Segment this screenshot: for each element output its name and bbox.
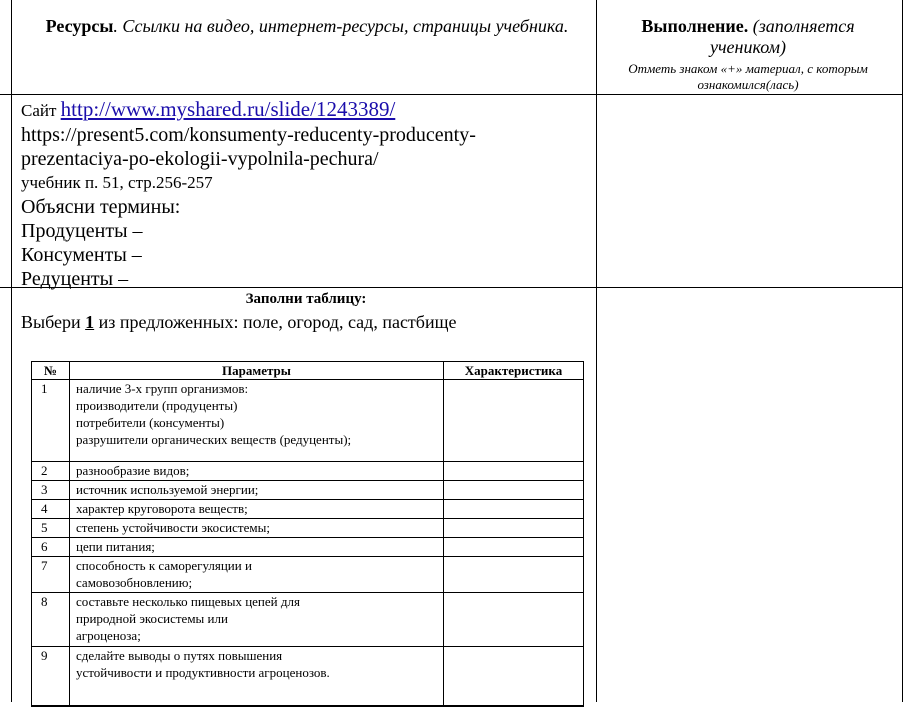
parameter-line: потребители (консументы): [76, 415, 225, 430]
row-characteristic-cell[interactable]: [444, 557, 584, 593]
task-instr-num: 1: [85, 312, 95, 332]
parameter-line: сделайте выводы о путях повышения: [76, 648, 283, 663]
row-number: 7: [32, 557, 70, 593]
row-number: 1: [32, 380, 70, 462]
table-row: [32, 519, 584, 538]
present5-link-line2[interactable]: prezentaciya-po-ekologii-vypolnila-pechura/: [21, 148, 379, 170]
row-parameter: [70, 557, 444, 593]
parameter-line: природной экосистемы или: [76, 611, 228, 626]
table-row: [32, 380, 584, 462]
explain-terms: Объясни термины:: [21, 196, 181, 218]
header-divider: [0, 94, 903, 95]
row-parameter: [70, 647, 444, 706]
task-instr-before: Выбери: [21, 312, 86, 332]
row-number: 3: [32, 481, 70, 500]
row-number: 2: [32, 462, 70, 481]
row-number: 6: [32, 538, 70, 557]
row-characteristic-cell[interactable]: [444, 500, 584, 519]
term-producers: Продуценты –: [21, 220, 143, 242]
table-row: [32, 500, 584, 519]
table-row: [32, 557, 584, 593]
resources-header-italic: . Ссылки на видео, интернет-ресурсы, страницы учебника.: [113, 16, 569, 36]
col-header-num: №: [32, 362, 70, 380]
parameter-line: агроценоза;: [76, 628, 141, 643]
row-parameter: [70, 380, 444, 462]
table-row: [32, 593, 584, 647]
term-decomposers: Редуценты –: [21, 268, 129, 290]
parameter-line: разнообразие видов;: [76, 463, 190, 478]
site-line: [21, 97, 591, 123]
row-number: 5: [32, 519, 70, 538]
right-border: [902, 0, 903, 702]
row-characteristic-cell[interactable]: [444, 380, 584, 462]
parameter-line: составьте несколько пищевых цепей для: [76, 594, 300, 609]
row-characteristic-cell[interactable]: [444, 481, 584, 500]
row-number: 8: [32, 593, 70, 647]
parameter-line: способность к саморегуляции и: [76, 558, 252, 573]
site-link[interactable]: http://www.myshared.ru/slide/1243389/: [60, 97, 396, 121]
row-number: 4: [32, 500, 70, 519]
parameter-line: цепи питания;: [76, 539, 155, 554]
table-row: [32, 538, 584, 557]
parameter-line: разрушители органических веществ (редуценты);: [76, 432, 352, 447]
parameter-line: устойчивости и продуктивности агроценозов.: [76, 665, 330, 680]
parameter-line: источник используемой энергии;: [76, 482, 259, 497]
task-instruction: [21, 311, 591, 333]
row-characteristic-cell[interactable]: [444, 593, 584, 647]
row-number: 9: [32, 647, 70, 706]
site-label: Сайт: [21, 101, 61, 120]
row-characteristic-cell[interactable]: [444, 647, 584, 706]
table-row: [32, 462, 584, 481]
parameter-line: характер круговорота веществ;: [76, 501, 248, 516]
parameter-line: наличие 3-х групп организмов:: [76, 381, 249, 396]
resources-header: [22, 16, 592, 37]
execution-note: Отметь знаком «+» материал, с которым ознакомился(лась): [628, 61, 868, 92]
term-consumers: Консументы –: [21, 244, 142, 266]
table-row: [32, 481, 584, 500]
col-header-char: Характеристика: [444, 362, 584, 380]
row-parameter: [70, 593, 444, 647]
table-row: [32, 647, 584, 706]
execution-header-bold: Выполнение.: [641, 16, 749, 36]
parameters-table: [31, 361, 584, 707]
parameter-line: самовозобновлению;: [76, 575, 193, 590]
left-border: [11, 0, 12, 702]
present5-link-line1[interactable]: https://present5.com/konsumenty-reducenty-producenty-: [21, 124, 476, 146]
task-title: Заполни таблицу:: [245, 291, 367, 307]
resources-content: [21, 97, 591, 291]
row-parameter: [70, 462, 444, 481]
row-characteristic-cell[interactable]: [444, 462, 584, 481]
row-parameter: [70, 481, 444, 500]
task-instr-after: из предложенных: поле, огород, сад, пастбище: [94, 312, 457, 332]
row-characteristic-cell[interactable]: [444, 538, 584, 557]
execution-header-italic: (заполняется учеником): [709, 16, 855, 57]
row-parameter: [70, 500, 444, 519]
row-parameter: [70, 519, 444, 538]
resources-header-bold: Ресурсы: [45, 16, 114, 36]
row-characteristic-cell[interactable]: [444, 519, 584, 538]
parameter-line: степень устойчивости экосистемы;: [76, 520, 270, 535]
table-header-row: [32, 362, 584, 380]
table-body: [32, 380, 584, 706]
row-parameter: [70, 538, 444, 557]
textbook-ref: учебник п. 51, стр.256-257: [21, 173, 213, 192]
col-header-params: Параметры: [70, 362, 444, 380]
execution-header: [604, 16, 892, 93]
parameter-line: производители (продуценты): [76, 398, 238, 413]
column-divider: [596, 0, 597, 702]
